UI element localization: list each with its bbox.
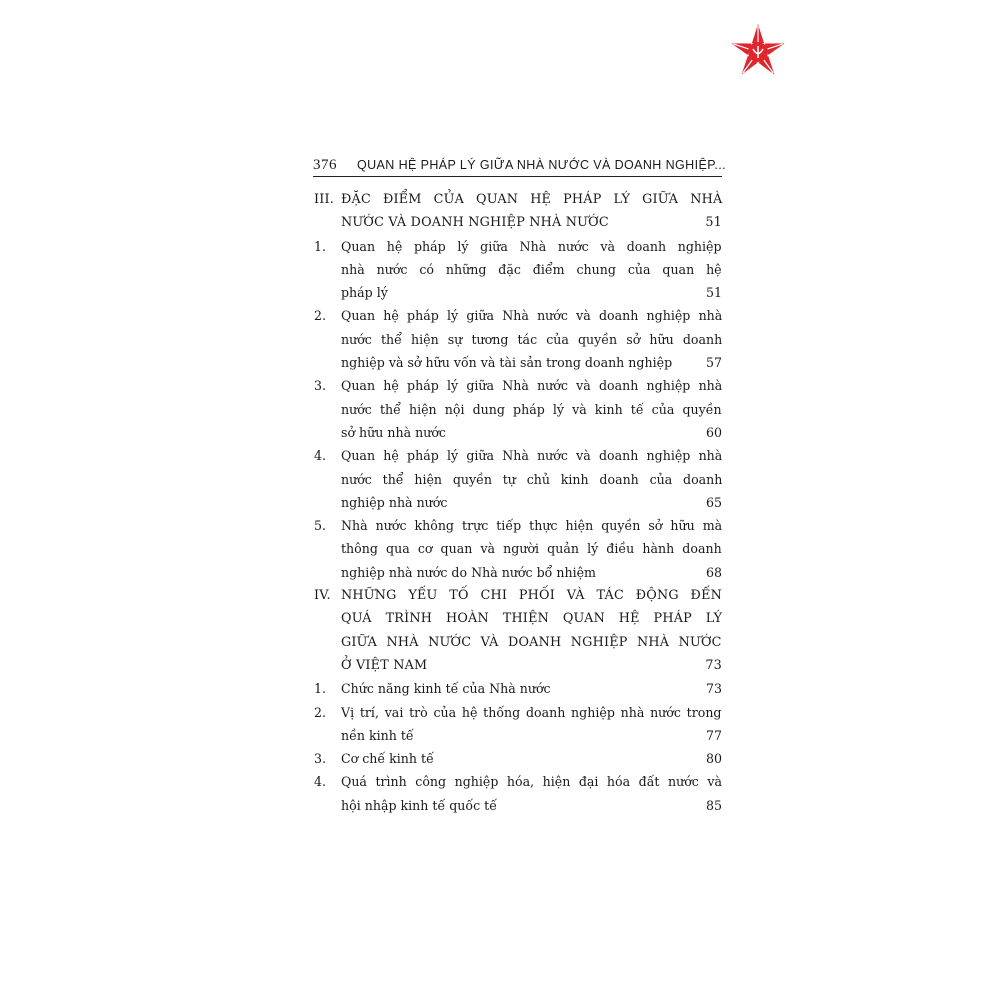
toc-line (314, 211, 722, 234)
toc-entry-number: III. (314, 192, 335, 207)
toc-line (314, 444, 722, 467)
toc-entry-text: ĐẶC ĐIỂM CỦA QUAN HỆ PHÁP LÝ GIỮA NHÀ (341, 192, 723, 207)
toc-entry-text: QUÁ TRÌNH HOÀN THIỆN QUAN HỆ PHÁP LÝ (341, 611, 723, 627)
toc-line (314, 631, 722, 654)
toc-entry-text: sở hữu nhà nước (341, 424, 446, 440)
toc-line (314, 561, 722, 584)
toc-entry-text: nước thể hiện nội dung pháp lý và kinh tế của quyền (341, 401, 722, 417)
toc-line (314, 607, 722, 630)
toc-line (314, 794, 722, 817)
toc-entry-text: NHỮNG YẾU TỐ CHI PHỐI VÀ TÁC ĐỘNG ĐẾN (341, 588, 723, 604)
toc-line (314, 304, 722, 327)
table-of-contents (314, 188, 722, 817)
toc-line (314, 398, 722, 421)
toc-entry-text: thông qua cơ quan và người quản lý điều hành doanh (341, 541, 722, 557)
toc-entry-text: Quá trình công nghiệp hóa, hiện đại hóa đất nước và (341, 774, 722, 790)
toc-entry (314, 235, 722, 305)
toc-entry-text: Quan hệ pháp lý giữa Nhà nước và doanh nghiệp nhà (341, 308, 723, 324)
toc-entry-number: 1. (314, 238, 327, 254)
toc-page-number: 57 (705, 355, 722, 371)
toc-entry-text: Ở VIỆT NAM (341, 657, 428, 673)
toc-entry (314, 701, 722, 748)
toc-line (314, 374, 722, 397)
toc-entry-text: nghiệp nhà nước do Nhà nước bổ nhiệm (341, 564, 596, 580)
running-title: QUAN HỆ PHÁP LÝ GIỮA NHÀ NƯỚC VÀ DOANH NGHIỆP... (357, 158, 726, 172)
toc-line (314, 491, 722, 514)
toc-entry-text: Quan hệ pháp lý giữa Nhà nước và doanh nghiệp (341, 238, 722, 254)
toc-page-number: 51 (705, 215, 722, 231)
toc-line (314, 584, 722, 607)
toc-page-number: 73 (705, 681, 722, 697)
toc-line (314, 770, 722, 793)
publisher-logo-icon (728, 22, 788, 82)
toc-page-number: 60 (705, 424, 722, 440)
toc-entry-number: 4. (314, 448, 327, 464)
toc-entry (314, 747, 722, 770)
toc-line (314, 188, 722, 211)
toc-entry-text: nhà nước có những đặc điểm chung của quan hệ (341, 261, 722, 277)
toc-entry-text: Cơ chế kinh tế (341, 751, 434, 767)
toc-entry-number: 5. (314, 518, 327, 534)
toc-line (314, 351, 722, 374)
toc-entry (314, 770, 722, 817)
toc-line (314, 747, 722, 770)
toc-entry-text: nước thể hiện quyền tự chủ kinh doanh của doanh (341, 471, 723, 487)
toc-entry-number: 4. (314, 774, 327, 790)
toc-page-number: 73 (705, 657, 722, 673)
toc-line (314, 537, 722, 560)
toc-entry-number: 2. (314, 308, 327, 324)
toc-line (314, 421, 722, 444)
running-header (313, 154, 726, 177)
toc-entry-text: NƯỚC VÀ DOANH NGHIỆP NHÀ NƯỚC (341, 215, 609, 231)
toc-line (314, 514, 722, 537)
page-number: 376 (313, 156, 337, 173)
toc-line (314, 654, 722, 677)
toc-line (314, 677, 722, 700)
toc-entry-text: hội nhập kinh tế quốc tế (341, 797, 497, 813)
toc-entry-text: Quan hệ pháp lý giữa Nhà nước và doanh nghiệp nhà (341, 378, 723, 394)
toc-entry-text: GIỮA NHÀ NƯỚC VÀ DOANH NGHIỆP NHÀ NƯỚC (341, 634, 722, 650)
toc-entry-text: nghiệp nhà nước (341, 494, 448, 510)
toc-entry-text: Chức năng kinh tế của Nhà nước (341, 681, 551, 697)
toc-line (314, 724, 722, 747)
toc-entry (314, 444, 722, 514)
toc-page-number: 85 (705, 797, 722, 813)
toc-page-number: 65 (705, 494, 722, 510)
toc-line (314, 468, 722, 491)
toc-line (314, 235, 722, 258)
toc-entry-text: nền kinh tế (341, 727, 414, 743)
toc-entry-text: pháp lý (341, 285, 388, 301)
toc-entry (314, 374, 722, 444)
toc-entry-number: 1. (314, 681, 327, 697)
toc-page-number: 51 (705, 285, 722, 301)
toc-entry-text: nước thể hiện sự tương tác của quyền sở hữu doanh (341, 331, 723, 347)
toc-entry (314, 584, 722, 677)
toc-line (314, 281, 722, 304)
toc-entry (314, 188, 722, 235)
toc-page-number: 80 (705, 751, 722, 767)
toc-line (314, 701, 722, 724)
toc-entry-text: Nhà nước không trực tiếp thực hiện quyền sở hữu mà (341, 518, 723, 534)
toc-entry-text: Quan hệ pháp lý giữa Nhà nước và doanh nghiệp nhà (341, 448, 723, 464)
toc-entry-text: nghiệp và sở hữu vốn và tài sản trong doanh nghiệp (341, 355, 673, 371)
toc-entry-number: 2. (314, 704, 327, 720)
toc-line (314, 258, 722, 281)
toc-page-number: 77 (705, 727, 722, 743)
toc-entry (314, 514, 722, 584)
toc-entry-number: 3. (314, 751, 327, 767)
toc-line (314, 328, 722, 351)
toc-entry (314, 304, 722, 374)
toc-entry-text: Vị trí, vai trò của hệ thống doanh nghiệp nhà nước trong (341, 704, 722, 720)
toc-entry (314, 677, 722, 700)
toc-entry-number: 3. (314, 378, 327, 394)
toc-entry-number: IV. (314, 588, 331, 604)
toc-page-number: 68 (705, 564, 722, 580)
